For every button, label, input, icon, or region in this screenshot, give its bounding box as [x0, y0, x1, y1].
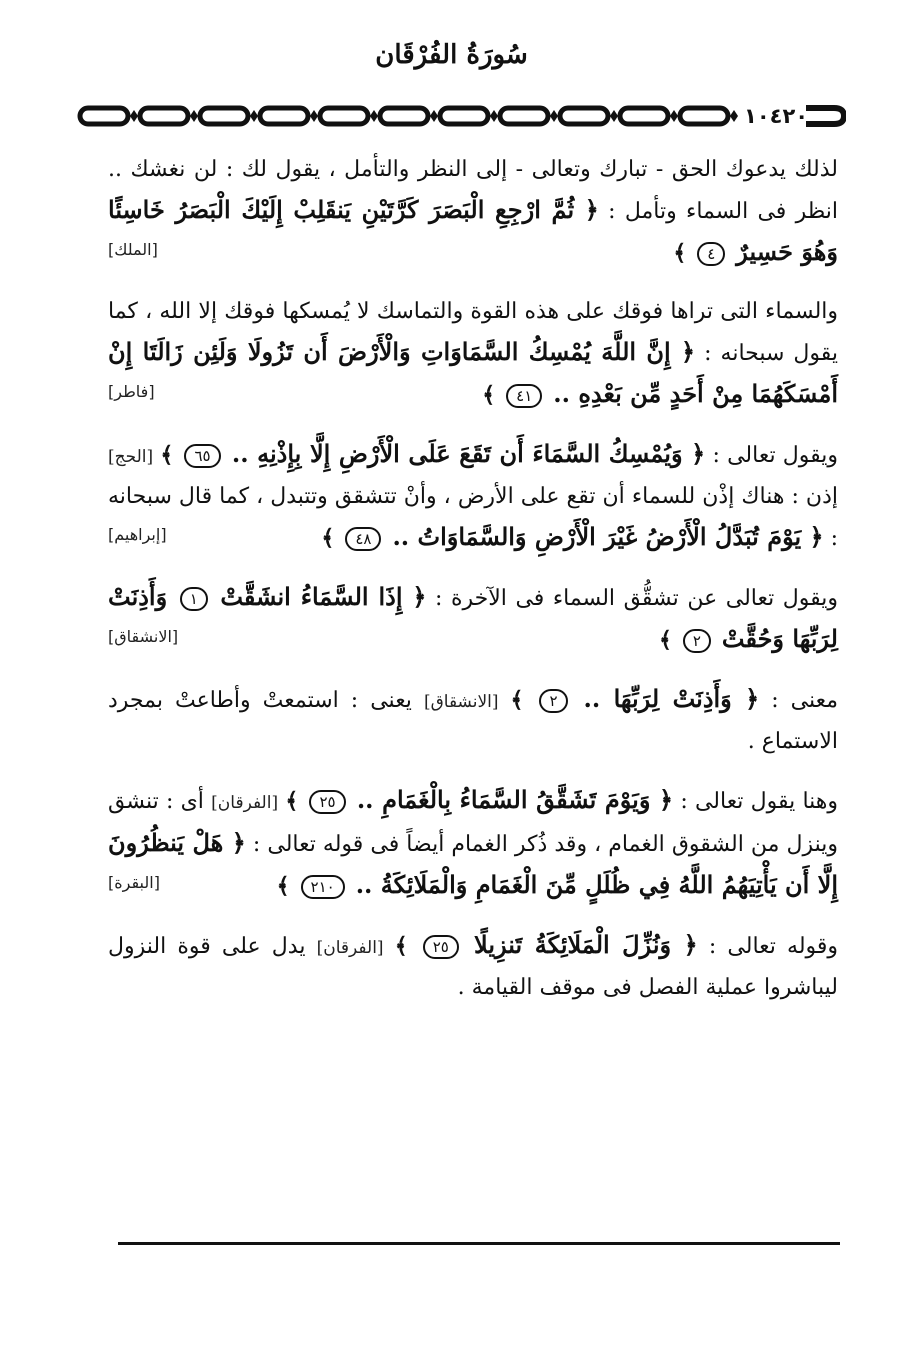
paragraph-3-verse-2: ﴿ يَوْمَ تُبَدَّلُ الْأَرْضُ غَيْرَ الْأَرْضِ وَالسَّمَاوَاتُ ..: [392, 522, 824, 551]
paragraph-6-verse: ﴿ وَيَوْمَ تَشَقَّقُ السَّمَاءُ بِالْغَمَامِ ..: [356, 785, 674, 814]
paragraph-4-verse-close: ﴾: [658, 627, 672, 653]
page-number: ١٠٤٢٠: [744, 104, 809, 128]
paragraph-6-source-2: [البقرة]: [108, 873, 160, 892]
paragraph-6-ayah-number-2: ٢١٠: [301, 875, 345, 899]
paragraph-1-verse: ﴿ ثُمَّ ارْجِعِ الْبَصَرَ كَرَّتَيْنِ يَنقَلِبْ إِلَيْكَ الْبَصَرُ خَاسِئًا وَهُوَ حَسِيرٌ: [108, 195, 838, 266]
paragraph-4-line-1: ويقول تعالى عن تشقُّق السماء فى الآخرة :: [435, 586, 839, 611]
paragraph-4-ayah-number-b: ٢: [683, 629, 711, 653]
surah-title: سُورَةُ الفُرْقَان: [375, 40, 528, 70]
paragraph-5-verse: ﴿ وَأَذِنَتْ لِرَبِّهَا ..: [583, 684, 760, 713]
paragraph-6-verse-2-close: ﴾: [276, 873, 290, 899]
paragraph-3-source-2: [إبراهيم]: [108, 525, 167, 544]
paragraph-2-verse: ﴿ إِنَّ اللَّهَ يُمْسِكُ السَّمَاوَاتِ وَالْأَرْضَ أَن تَزُولَا وَلَئِن زَالَتَا إِنْ أَمْسَكَهُمَا مِنْ أَحَدٍ مِّن بَعْدِهِ ..: [108, 337, 838, 408]
paragraph-2-verse-close: ﴾: [482, 382, 496, 408]
paragraph-7-line-1: وقوله تعالى :: [708, 934, 839, 959]
paragraph-5-continuation: يعنى : استمعتْ وأطاعتْ بمجرد الاستماع .: [108, 688, 838, 754]
paragraph-2-line-1: والسماء التى تراها فوقك على هذه القوة والتماسك لا يُمسكها: [282, 299, 839, 324]
paragraph-4-ayah-number: ١: [180, 587, 208, 611]
paragraph-5: [108, 679, 838, 762]
paragraph-2-ayah-number: ٤١: [506, 384, 542, 408]
paragraph-1-ayah-number: ٤: [697, 242, 725, 266]
paragraph-7-source: [الفرقان]: [316, 938, 384, 958]
paragraph-7-verse-close: ﴾: [394, 933, 408, 959]
paragraph-4-verse-b: وَأَذِنَتْ لِرَبِّهَا وَحُقَّتْ: [108, 582, 838, 653]
paragraph-7-continuation: يدل على قوة النزول ليباشروا عملية الفصل فى موقف القيامة .: [108, 934, 838, 1000]
paragraph-1: [108, 150, 838, 274]
body-text: [108, 150, 838, 1026]
paragraph-2-source: [فاطر]: [108, 382, 155, 401]
paragraph-1-source: [الملك]: [108, 240, 158, 259]
paragraph-1-line-2: لك : لن نغشك .. انظر فى السماء وتأمل :: [108, 157, 838, 224]
paragraph-5-verse-close: ﴾: [510, 687, 524, 713]
footer-rule: [118, 1242, 840, 1245]
paragraph-4-source: [الانشقاق]: [108, 627, 179, 646]
paragraph-3-verse: ﴿ وَيُمْسِكُ السَّمَاءَ أَن تَقَعَ عَلَى الْأَرْضِ إِلَّا بِإِذْنِهِ ..: [231, 439, 706, 468]
paragraph-3: [108, 434, 838, 559]
chain-ornament: [76, 104, 741, 128]
paragraph-6: [108, 780, 838, 907]
paragraph-1-line-1: لذلك يدعوك الحق - تبارك وتعالى - إلى النظر والتأمل ، يقول: [275, 157, 838, 182]
paragraph-6-source: [الفرقان]: [211, 793, 279, 813]
paragraph-5-ayah-number: ٢: [539, 689, 567, 713]
paragraph-5-line-1: معنى :: [771, 688, 839, 713]
paragraph-6-verse-2: ﴿ هَلْ يَنظُرُونَ إِلَّا أَن يَأْتِيَهُمُ اللَّهُ فِي ظُلَلٍ مِّنَ الْغَمَامِ وَالْمَلَائِكَةُ ..: [108, 828, 838, 899]
paragraph-3-source: [الحج]: [108, 447, 154, 467]
paragraph-6-ayah-number: ٢٥: [309, 790, 345, 814]
paragraph-3-continuation: إذن : هناك إذْن للسماء أن تقع على الأرض ، وأنْ تتشقق وتتبدل ، كما قال سبحانه :: [108, 484, 838, 551]
paragraph-3-ayah-number-2: ٤٨: [345, 527, 381, 551]
paragraph-2: [108, 292, 838, 416]
paragraph-5-source: [الانشقاق]: [423, 692, 499, 712]
paragraph-4-verse: ﴿ إِذَا السَّمَاءُ انشَقَّتْ: [220, 582, 427, 611]
paragraph-7: [108, 925, 838, 1008]
paragraph-7-ayah-number: ٢٥: [423, 935, 459, 959]
paragraph-6-continuation: أى : تنشق وينزل من الشقوق الغمام ، وقد ذُكر الغمام أيضاً فى قوله تعالى :: [108, 789, 839, 857]
paragraph-6-line-1: وهنا يقول تعالى :: [680, 789, 839, 814]
paragraph-6-verse-close: ﴾: [285, 788, 299, 814]
paragraph-3-verse-close: ﴾: [160, 442, 174, 468]
bracket-end-ornament: [804, 102, 846, 130]
paragraph-3-line-1: ويقول تعالى :: [712, 443, 839, 468]
paragraph-7-verse: ﴿ وَنُزِّلَ الْمَلَائِكَةُ تَنزِيلًا: [474, 930, 698, 959]
paragraph-4: [108, 577, 838, 661]
paragraph-3-verse-2-close: ﴾: [321, 525, 335, 551]
paragraph-1-verse-close: ﴾: [673, 240, 687, 266]
paragraph-3-ayah-number: ٦٥: [184, 444, 220, 468]
paragraph-2-line-2: فوقك إلا الله ، كما يقول سبحانه :: [108, 299, 839, 366]
header-ornament-band: [76, 96, 846, 136]
